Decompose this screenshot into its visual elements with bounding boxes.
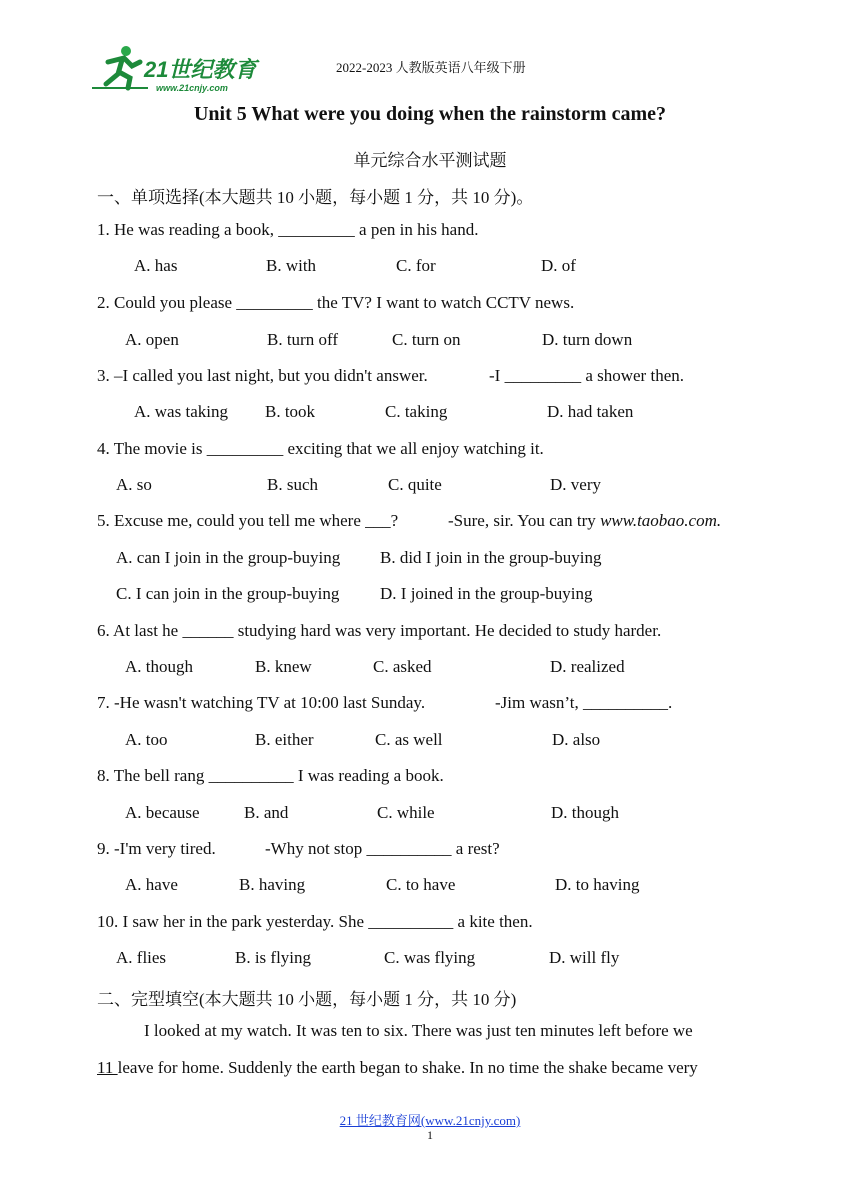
q4-option-b: B. such [267, 475, 318, 494]
q7-option-b: B. either [255, 730, 314, 749]
footer-link[interactable]: 21 世纪教育网(www.21cnjy.com) [339, 1113, 521, 1128]
q5-option-b: B. did I join in the group-buying [380, 548, 602, 567]
question-5-url: www.taobao.com. [600, 511, 722, 530]
q5-option-c: C. I can join in the group-buying [116, 584, 340, 603]
q7-option-d: D. also [552, 730, 601, 749]
passage-line-1: I looked at my watch. It was ten to six. There was just ten minutes left before we [144, 1021, 693, 1040]
q9-option-d: D. to having [555, 875, 640, 894]
q1-option-d: D. of [541, 256, 576, 275]
passage-line-2-text: leave for home. Suddenly the earth began to shake. In no time the shake became very [117, 1058, 698, 1077]
question-8: 8. The bell rang __________ I was reading a book. [97, 766, 444, 785]
question-9-reply: -Why not stop __________ a rest? [265, 839, 500, 858]
question-5: 5. Excuse me, could you tell me where ___? [97, 511, 399, 530]
q3-option-c: C. taking [385, 402, 448, 421]
logo [88, 44, 268, 94]
question-5-reply-text: -Sure, sir. You can try [448, 511, 601, 530]
q7-option-a: A. too [125, 730, 168, 749]
passage-line-2 [97, 1058, 698, 1078]
question-7-reply: -Jim wasn’t, __________. [495, 693, 673, 712]
q2-option-a: A. open [125, 330, 179, 349]
q1-option-c: C. for [396, 256, 436, 275]
page-subtitle: 单元综合水平测试题 [353, 151, 507, 170]
question-1: 1. He was reading a book, _________ a pen in his hand. [97, 220, 479, 239]
q8-option-d: D. though [551, 803, 619, 822]
q3-option-a: A. was taking [134, 402, 228, 421]
q3-option-b: B. took [265, 402, 316, 421]
question-4: 4. The movie is _________ exciting that we all enjoy watching it. [97, 439, 544, 458]
q4-option-c: C. quite [388, 475, 442, 494]
q1-option-b: B. with [266, 256, 317, 275]
q5-option-d: D. I joined in the group-buying [380, 584, 593, 603]
book-header: 2022-2023 人教版英语八年级下册 [336, 60, 526, 75]
q10-option-d: D. will fly [549, 948, 620, 967]
q8-option-c: C. while [377, 803, 435, 822]
page-number: 1 [427, 1128, 433, 1142]
q10-option-a: A. flies [116, 948, 167, 967]
q9-option-a: A. have [125, 875, 178, 894]
q3-option-d: D. had taken [547, 402, 634, 421]
logo-text: 21世纪教育 [144, 57, 257, 82]
blank-11: 11 [97, 1058, 118, 1077]
q6-option-b: B. knew [255, 657, 312, 676]
question-3: 3. –I called you last night, but you didn't answer. [97, 366, 428, 385]
section2-heading: 二、完型填空(本大题共 10 小题，每小题 1 分，共 10 分) [97, 990, 517, 1009]
q2-option-d: D. turn down [542, 330, 633, 349]
q8-option-b: B. and [244, 803, 289, 822]
question-6: 6. At last he ______ studying hard was very important. He decided to study harder. [97, 621, 662, 640]
page-title: Unit 5 What were you doing when the rainstorm came? [193, 103, 667, 125]
q2-option-c: C. turn on [392, 330, 461, 349]
q8-option-a: A. because [125, 803, 200, 822]
q4-option-a: A. so [116, 475, 152, 494]
q4-option-d: D. very [550, 475, 601, 494]
q10-option-c: C. was flying [384, 948, 476, 967]
question-3-reply: -I _________ a shower then. [489, 366, 684, 385]
q6-option-d: D. realized [550, 657, 625, 676]
question-5-reply [448, 511, 721, 531]
section1-heading: 一、单项选择(本大题共 10 小题，每小题 1 分，共 10 分)。 [97, 188, 534, 207]
question-2: 2. Could you please _________ the TV? I want to watch CCTV news. [97, 293, 575, 312]
question-9: 9. -I'm very tired. [97, 839, 216, 858]
q1-option-a: A. has [134, 256, 178, 275]
q6-option-c: C. asked [373, 657, 432, 676]
q2-option-b: B. turn off [267, 330, 338, 349]
question-7: 7. -He wasn't watching TV at 10:00 last Sunday. [97, 693, 426, 712]
question-10: 10. I saw her in the park yesterday. She __________ a kite then. [97, 912, 533, 931]
q9-option-c: C. to have [386, 875, 456, 894]
q9-option-b: B. having [239, 875, 306, 894]
q10-option-b: B. is flying [235, 948, 312, 967]
q7-option-c: C. as well [375, 730, 443, 749]
logo-url: www.21cnjy.com [156, 83, 228, 93]
runner-logo-icon [88, 44, 268, 94]
q5-option-a: A. can I join in the group-buying [116, 548, 341, 567]
q6-option-a: A. though [125, 657, 193, 676]
